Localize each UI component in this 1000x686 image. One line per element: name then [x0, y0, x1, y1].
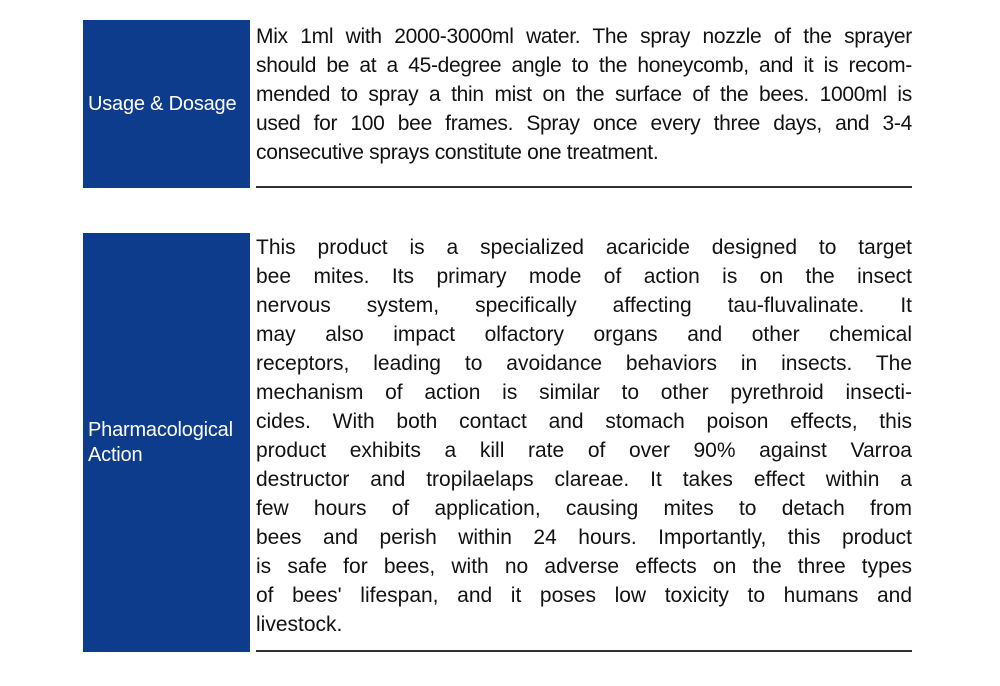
- body-line: livestock.: [256, 613, 343, 636]
- body-line: nervous system, specifically affecting tau-fluvalinate. It: [256, 294, 912, 317]
- pharmacological-action-content: [256, 233, 912, 652]
- pharmacological-action-label-box: [83, 233, 250, 652]
- body-line: is safe for bees, with no adverse effects on the three types: [256, 555, 912, 578]
- body-line: few hours of application, causing mites to detach from: [256, 497, 912, 520]
- document-body: [83, 20, 912, 652]
- body-line: bee mites. Its primary mode of action is on the insect: [256, 265, 912, 288]
- body-line: should be at a 45-degree angle to the honeycomb, and it is recom-: [256, 54, 912, 77]
- body-line: This product is a specialized acaricide designed to target: [256, 236, 912, 259]
- body-line: mended to spray a thin mist on the surface of the bees. 1000ml is: [256, 83, 912, 106]
- body-line: product exhibits a kill rate of over 90% against Varroa: [256, 439, 912, 462]
- usage-dosage-label-box: [83, 20, 250, 188]
- body-line: bees and perish within 24 hours. Importantly, this product: [256, 526, 912, 549]
- section-pharmacological-action: [83, 233, 912, 652]
- body-line: used for 100 bee frames. Spray once every three days, and 3-4: [256, 112, 912, 135]
- usage-dosage-label: Usage & Dosage: [88, 92, 237, 115]
- pharmacological-action-label: Pharmacological Action: [88, 418, 233, 466]
- usage-dosage-content: [256, 20, 912, 188]
- body-line: Mix 1ml with 2000-3000ml water. The spray nozzle of the sprayer: [256, 25, 912, 48]
- body-line: cides. With both contact and stomach poison effects, this: [256, 410, 912, 433]
- body-line: of bees' lifespan, and it poses low toxicity to humans and: [256, 584, 912, 607]
- body-line: may also impact olfactory organs and other chemical: [256, 323, 912, 346]
- body-line: consecutive sprays constitute one treatment.: [256, 141, 659, 164]
- body-line: mechanism of action is similar to other pyrethroid insecti-: [256, 381, 912, 404]
- section-usage-dosage: [83, 20, 912, 188]
- body-line: receptors, leading to avoidance behaviors in insects. The: [256, 352, 912, 375]
- body-line: destructor and tropilaelaps clareae. It takes effect within a: [256, 468, 912, 491]
